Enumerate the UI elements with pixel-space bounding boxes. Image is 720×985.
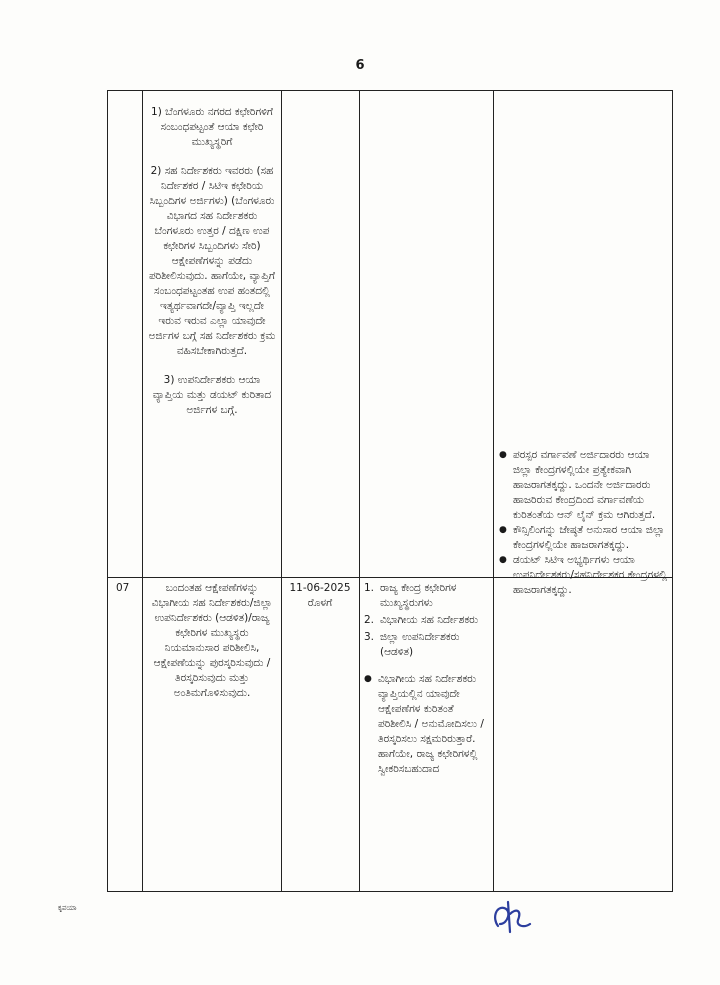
schedule-table [107, 90, 673, 892]
remark-item: ● ಪರಸ್ಪರ ವರ್ಗಾವಣೆ ಅರ್ಜಿದಾರರು ಆಯಾ ಜಿಲ್ಲಾ ಕೇಂದ್ರಗಳಲ್ಲಿಯೇ ಪ್ರತ್ಯೇಕವಾಗಿ ಹಾಜರಾಗತಕ್ಕದ್ದು. ಒಂದನೇ ಅರ್ಜಿದಾರರು ಹಾಜರಿರುವ ಕೇಂದ್ರದಿಂದ ವರ್ಗಾವಣೆಯ ಕುರಿತಂತೆಯ ಆನ್ ಲೈನ್ ಕ್ರಮ ಆಗಿರುತ್ತದೆ. [499, 449, 656, 521]
bullet-icon: ● [499, 525, 507, 535]
remark-item: ● ಕೌನ್ಸಿಲಿಂಗನ್ನು ಜೇಷ್ಠತೆ ಅನುಸಾರ ಆಯಾ ಜಿಲ್ಲಾ ಕೇಂದ್ರಗಳಲ್ಲಿಯೇ ಹಾಜರಾಗತಕ್ಕದ್ದು. [499, 524, 665, 551]
previous-row-remarks [499, 448, 669, 598]
column-divider [142, 91, 143, 891]
bullet-icon: ● [499, 450, 507, 460]
authority-note: ● ವಿಭಾಗೀಯ ಸಹ ನಿರ್ದೇಶಕರು ವ್ಯಾಪ್ತಿಯಲ್ಲಿನ ಯಾವುದೇ ಆಕ್ಷೇಪಣೆಗಳ ಕುರಿತಂತೆ ಪರಿಶೀಲಿಸಿ / ಅನುಮೋದಿಸಲು /ತಿರಸ್ಕರಿಸಲು ಸಕ್ಷಮರಿರುತ್ತಾರೆ. ಹಾಗೆಯೇ, ರಾಜ್ಯ ಕಛೇರಿಗಳಲ್ಲಿ ಸ್ವೀಕರಿಸಬಹುದಾದ [364, 673, 484, 775]
authority-item: 3. ಜಿಲ್ಲಾ ಉಪನಿರ್ದೇಶಕರು (ಆಡಳಿತ) [364, 631, 460, 658]
column-divider [493, 91, 494, 891]
footer-note: ಕೃಪಯಾ [58, 904, 77, 912]
serial-number: 07 [116, 582, 130, 594]
row-07-date: 11-06-2025 ರೊಳಗೆ [289, 582, 351, 609]
description-item: 3) ಉಪನಿರ್ದೇಶಕರು ಆಯಾ ವ್ಯಾಪ್ತಿಯ ಮತ್ತು ಡಯಟ್ ಕುರಿತಾದ ಅರ್ಜಿಗಳ ಬಗ್ಗೆ. [152, 374, 272, 416]
authority-item: 1. ರಾಜ್ಯ ಕೇಂದ್ರ ಕಛೇರಿಗಳ ಮುಖ್ಯಸ್ಥರುಗಳು [364, 582, 457, 609]
bullet-icon: ● [499, 555, 507, 565]
remark-item: ● ಡಯಟ್ ಸಿಟಿಇ ಅಭ್ಯರ್ಥಿಗಳು ಆಯಾ ಉಪನಿರ್ದೇಶಕರು/ಸಹನಿರ್ದೇಶಕರ ಕೇಂದ್ರಗಳಲ್ಲಿ ಹಾಜರಾಗತಕ್ಕದ್ದು. [499, 554, 667, 596]
description-item: 2) ಸಹ ನಿರ್ದೇಶಕರು ಇವರರು (ಸಹ ನಿರ್ದೇಶಕರ / ಸಿಟಿಇ ಕಛೇರಿಯ ಸಿಬ್ಬಂದಿಗಳ ಅರ್ಜಿಗಳು) (ಬೆಂಗಳೂರು ವಿಭಾಗದ ಸಹ ನಿರ್ದೇಶಕರು ಬೆಂಗಳೂರು ಉತ್ತರ / ದಕ್ಷಿಣ ಉಪ ಕಛೇರಿಗಳ ಸಿಬ್ಬಂದಿಗಳು ಸೇರಿ) ಆಕ್ಷೇಪಣೆಗಳನ್ನು ಪಡೆದು ಪರಿಶೀಲಿಸುವುದು. ಹಾಗೆಯೇ, ವ್ಯಾಪ್ತಿಗೆ ಸಂಬಂಧಪಟ್ಟಂತಹ ಉಪ ಹಂತದಲ್ಲಿ ಇತ್ಯರ್ಥವಾಗದೇ/ವ್ಯಾಪ್ತಿ ಇಲ್ಲದೇ ಇರುವ ಇರುವ ಎಲ್ಲಾ ಯಾವುದೇ ಅರ್ಜಿಗಳ ಬಗ್ಗೆ ಸಹ ನಿರ್ದೇಶಕರು ಕ್ರಮ ವಹಿಸಬೇಕಾಗಿರುತ್ತದೆ. [148, 165, 276, 357]
page-number: 6 [355, 58, 365, 73]
column-divider [359, 91, 360, 891]
previous-row-description [148, 105, 276, 432]
description-item: 1) ಬೆಂಗಳೂರು ನಗರದ ಕಛೇರಿಗಳಿಗೆ ಸಂಬಂಧಪಟ್ಟಂತೆ ಆಯಾ ಕಛೇರಿ ಮುಖ್ಯಸ್ಥರಿಗೆ [151, 106, 273, 148]
column-divider [281, 91, 282, 891]
row-07-description: ಬಂದಂತಹ ಆಕ್ಷೇಪಣೆಗಳನ್ನು ವಿಭಾಗೀಯ ಸಹ ನಿರ್ದೇಶಕರು/ಜಿಲ್ಲಾ ಉಪನಿರ್ದೇಶಕರು (ಆಡಳಿತ)/ರಾಜ್ಯ ಕಛೇರಿಗಳ ಮುಖ್ಯಸ್ಥರು ನಿಯಮಾನುಸಾರ ಪರಿಶೀಲಿಸಿ, ಆಕ್ಷೇಪಣೆಯನ್ನು ಪುರಸ್ಕರಿಸುವುದು / ತಿರಸ್ಕರಿಸುವುದು ಮತ್ತು ಅಂತಿಮಗೊಳಿಸುವುದು. [151, 582, 273, 699]
signature [488, 898, 536, 942]
bullet-icon: ● [364, 674, 372, 684]
signature-mark [488, 898, 536, 938]
authority-item: 2. ವಿಭಾಗೀಯ ಸಹ ನಿರ್ದೇಶಕರು [364, 614, 479, 626]
row-07-authorities [364, 581, 488, 777]
